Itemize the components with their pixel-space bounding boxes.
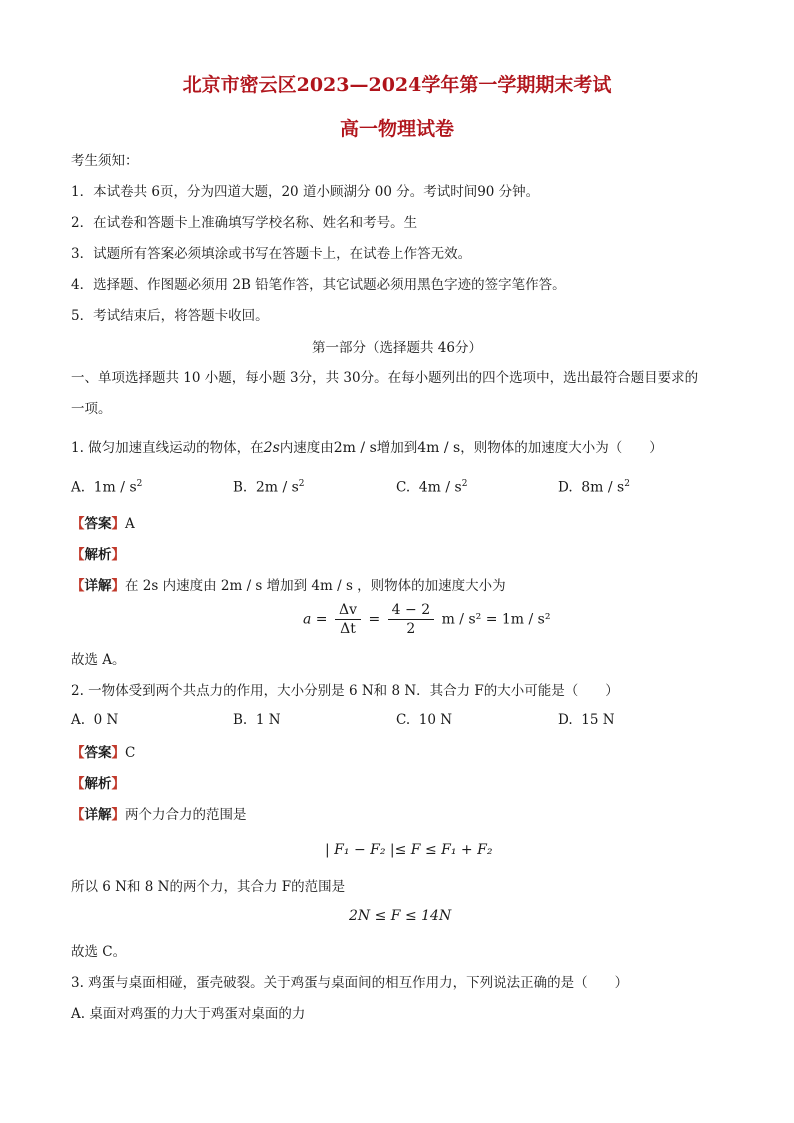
q2-option-b: B. 1 N (233, 712, 281, 728)
q2-detail: 【详解】两个力合力的范围是 (71, 807, 247, 823)
section-heading: 第一部分（选择题共 46分） (312, 340, 482, 356)
q2-formula-result: 2N ≤ F ≤ 14N (349, 908, 452, 924)
q1-time: 2s (263, 440, 280, 456)
q2-line-2: 所以 6 N和 8 N的两个力，其合力 F的范围是 (71, 879, 346, 895)
notice-item-5: 5．考试结束后，将答题卡收回。 (71, 308, 269, 324)
q2-option-c: C. 10 N (396, 712, 453, 728)
q1-option-b: B. $2m / s^2$ (233, 479, 305, 496)
document-subtitle: 高一物理试卷 (339, 118, 454, 140)
q2-answer: 【答案】C (71, 745, 136, 761)
q1-option-a: A. $1m / s^2$ (71, 479, 143, 496)
notice-heading: 考生须知： (71, 153, 139, 169)
notice-item-3: 3．试题所有答案必须填涂或书写在答题卡上，在试卷上作答无效。 (71, 246, 472, 262)
notice-item-4: 4．选择题、作图题必须用 2B 铅笔作答，其它试题必须用黑色字迹的签字笔作答。 (71, 277, 566, 293)
section-intro-line-2: 一项。 (71, 401, 112, 417)
q1-formula: a = $\frac{\Delta v}{\Delta t}$ = $\frac{4 - 2}{2}$ m / s² = 1m / s² (303, 602, 551, 637)
q1-v1: 2m / s (333, 440, 377, 456)
notice-item-1: 1．本试卷共 6页，分为四道大题，20 道小顾湖分 00 分。考试时间90 分钟。 (71, 184, 540, 200)
q1-analysis-label: 【解析】 (71, 547, 125, 563)
notice-item-2: 2．在试卷和答题卡上准确填写学校名称、姓名和考号。生 (71, 215, 418, 231)
q1-answer: 【答案】A (71, 516, 135, 532)
document-title: 北京市密云区2023—2024学年第一学期期末考试 (182, 74, 612, 96)
q1-option-c: C. $4m / s^2$ (396, 479, 468, 496)
q1-v2: 4m / s (417, 440, 461, 456)
question-1-stem: 1. 做匀加速直线运动的物体，在2s内速度由2m / s增加到4m / s，则物体的加速度大小为（ ） (71, 440, 663, 456)
q2-conclusion: 故选 C。 (71, 944, 127, 960)
question-2-stem: 2. 一物体受到两个共点力的作用，大小分别是 6 N和 8 N．其合力 F的大小可能是（ ） (71, 683, 619, 699)
q1-option-d: D. $8m / s^2$ (558, 479, 630, 496)
q2-option-d: D. 15 N (558, 712, 615, 728)
q2-formula-range: | F₁ − F₂ |≤ F ≤ F₁ + F₂ (325, 842, 493, 858)
q3-option-a: A. 桌面对鸡蛋的力大于鸡蛋对桌面的力 (71, 1006, 306, 1022)
q1-conclusion: 故选 A。 (71, 652, 126, 668)
q1-detail: 【详解】在 2s 内速度由 2m / s 增加到 4m / s ，则物体的加速度大小为 (71, 578, 506, 594)
q2-option-a: A. 0 N (71, 712, 119, 728)
section-intro-line-1: 一、单项选择题共 10 小题，每小题 3分，共 30分。在每小题列出的四个选项中，选出最符合题目要求的 (71, 370, 699, 386)
question-3-stem: 3. 鸡蛋与桌面相碰，蛋壳破裂。关于鸡蛋与桌面间的相互作用力，下列说法正确的是（ ） (71, 975, 629, 991)
q2-analysis-label: 【解析】 (71, 776, 125, 792)
